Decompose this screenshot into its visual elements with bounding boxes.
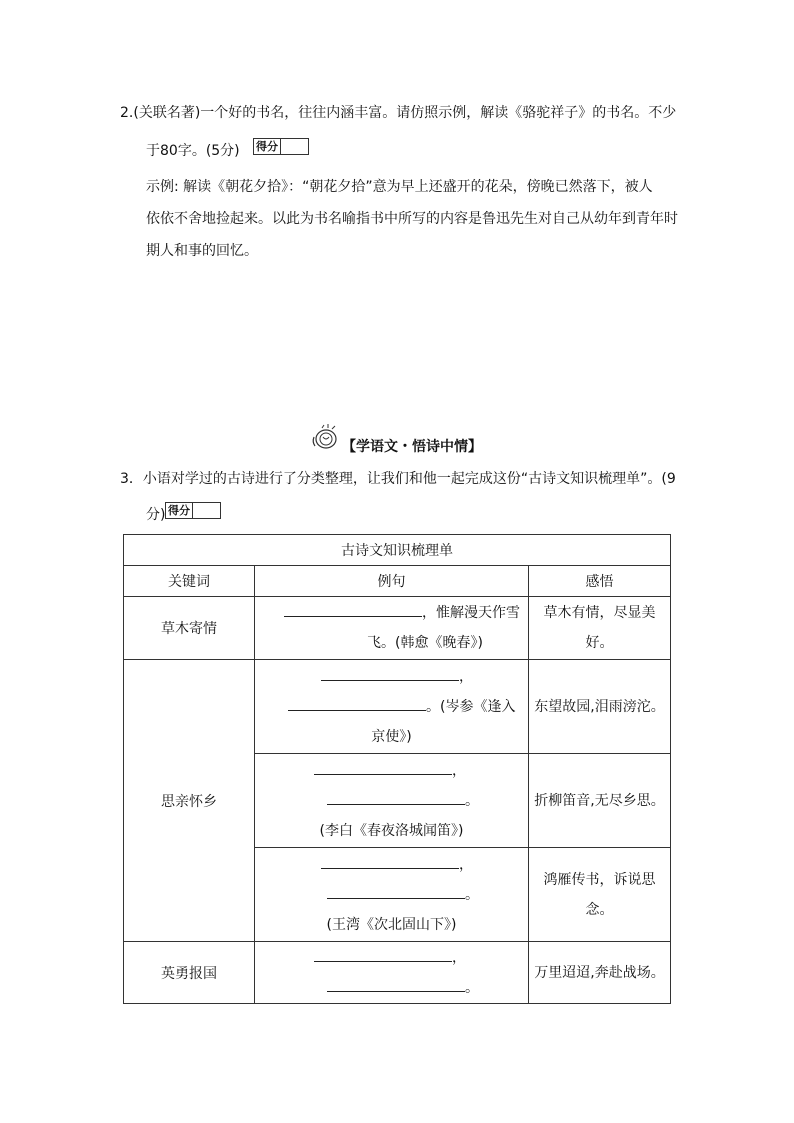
q3-line-2: 分)	[146, 507, 166, 523]
example-text: ，	[459, 668, 473, 685]
header-example: 例句	[255, 566, 529, 597]
example-text: ，	[452, 949, 466, 966]
example-source: 京使》)	[371, 728, 412, 745]
table-title: 古诗文知识梳理单	[124, 535, 671, 566]
q3-line-1: 3．小语对学过的古诗进行了分类整理，让我们和他一起完成这份“古诗文知识梳理单”。(9	[120, 471, 676, 487]
answer-blank[interactable]	[327, 790, 465, 805]
answer-blank[interactable]	[321, 666, 459, 681]
section-title: 【学语文・悟诗中情】	[342, 439, 482, 455]
row-example	[255, 597, 529, 660]
row-keyword: 英勇报国	[124, 942, 255, 1004]
row-feeling: 东望故园,泪雨滂沱。	[529, 660, 671, 754]
example-text: 。	[465, 792, 479, 809]
row-keyword: 思亲怀乡	[124, 660, 255, 942]
poem-knowledge-table	[123, 534, 671, 1004]
q2-example-line-2: 依依不舍地捡起来。以此为书名喻指书中所写的内容是鲁迅先生对自己从幼年到青年时	[146, 211, 678, 227]
q3-score-box[interactable]	[165, 502, 221, 519]
feeling-text: 草木有情，尽显美	[543, 605, 656, 621]
row-feeling: 万里迢迢,奔赴战场。	[529, 942, 671, 1004]
table-row	[124, 597, 671, 660]
example-text: ，	[459, 856, 473, 873]
header-keyword: 关键词	[124, 566, 255, 597]
header-feeling: 感悟	[529, 566, 671, 597]
row-feeling	[529, 597, 671, 660]
row-keyword: 草木寄情	[124, 597, 255, 660]
feeling-text: 念。	[585, 901, 614, 918]
answer-blank[interactable]	[314, 760, 452, 775]
q2-example-line-3: 期人和事的回忆。	[146, 243, 258, 259]
row-example	[255, 754, 529, 848]
example-text: 。	[465, 886, 479, 903]
book-reading-icon	[310, 424, 340, 450]
score-blank[interactable]	[281, 139, 308, 154]
table-row	[124, 942, 671, 1004]
score-blank[interactable]	[193, 503, 220, 518]
example-text: ，惟解漫天作雪	[422, 605, 520, 621]
row-example	[255, 942, 529, 1004]
answer-blank[interactable]	[288, 696, 426, 711]
answer-blank[interactable]	[314, 947, 452, 962]
row-feeling	[529, 848, 671, 942]
score-label: 得分	[166, 503, 193, 518]
answer-blank[interactable]	[321, 854, 459, 869]
example-source: (李白《春夜洛城闻笛》)	[319, 822, 464, 839]
example-text: 。(岑参《逢入	[426, 698, 516, 715]
row-example	[255, 848, 529, 942]
q2-line-2: 于80字。(5分)	[146, 143, 240, 159]
q2-score-box[interactable]	[253, 138, 309, 155]
example-source: 飞。(韩愈《晚春》)	[367, 635, 483, 651]
feeling-text: 好。	[585, 635, 614, 651]
example-text: ，	[452, 762, 466, 779]
example-source: (王湾《次北固山下》)	[326, 916, 457, 933]
answer-blank[interactable]	[327, 884, 465, 899]
score-label: 得分	[254, 139, 281, 154]
feeling-text: 鸿雁传书，诉说思	[543, 871, 656, 888]
table-header-row	[124, 566, 671, 597]
table-row	[124, 660, 671, 754]
q2-example-line-1: 示例: 解读《朝花夕拾》：“朝花夕拾”意为早上还盛开的花朵，傍晚已然落下，被人	[146, 179, 653, 195]
answer-blank[interactable]	[284, 602, 422, 617]
example-text: 。	[465, 979, 479, 996]
q2-line-1: 2.(关联名著)一个好的书名，往往内涵丰富。请仿照示例，解读《骆驼祥子》的书名。不少	[120, 105, 677, 121]
row-example	[255, 660, 529, 754]
answer-blank[interactable]	[327, 977, 465, 992]
row-feeling: 折柳笛音,无尽乡思。	[529, 754, 671, 848]
